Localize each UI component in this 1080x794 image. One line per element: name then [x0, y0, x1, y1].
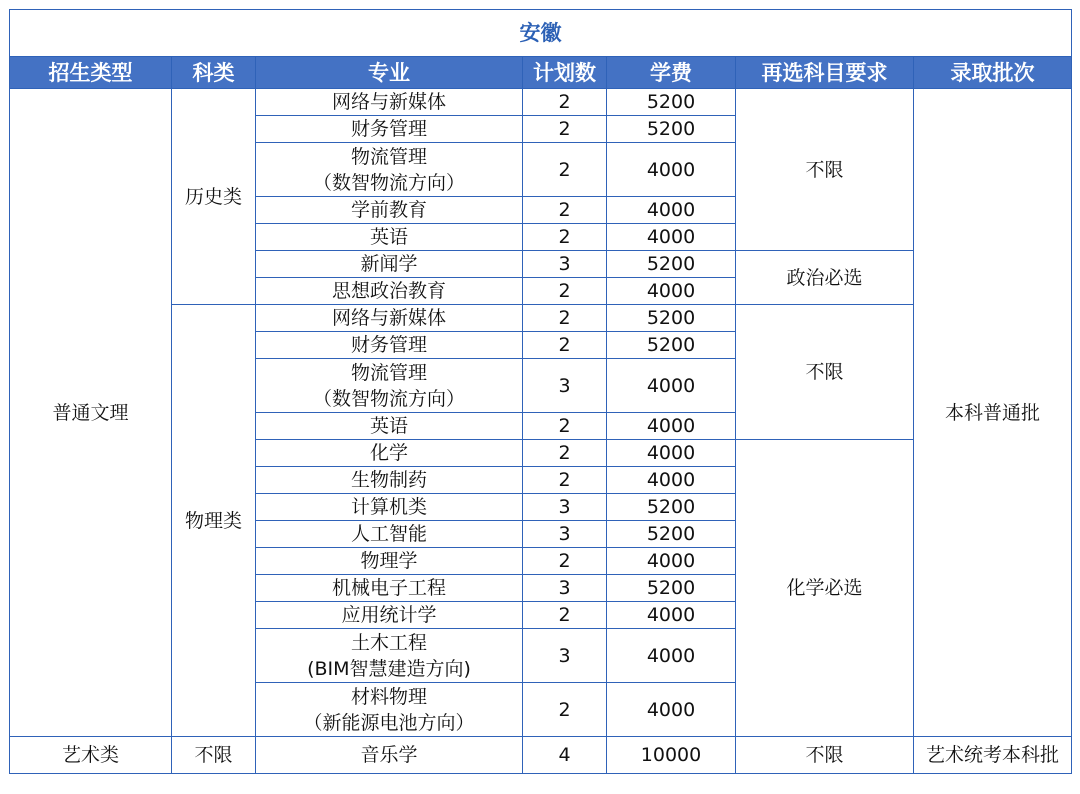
- fee-cell: 5200: [607, 575, 736, 602]
- major-cell: 计算机类: [256, 494, 523, 521]
- fee-cell: 4000: [607, 143, 736, 197]
- major-cell: [256, 359, 523, 413]
- requirement-history-unrestricted: 不限: [736, 89, 914, 251]
- plan-cell: 2: [523, 413, 607, 440]
- batch-art: 艺术统考本科批: [914, 737, 1072, 774]
- major-cell: 应用统计学: [256, 602, 523, 629]
- header-major: 专业: [256, 57, 523, 89]
- major-name: 物流管理: [350, 145, 427, 168]
- header-plan: 计划数: [523, 57, 607, 89]
- major-cell: 财务管理: [256, 332, 523, 359]
- fee-cell: 4000: [607, 197, 736, 224]
- fee-cell: 5200: [607, 494, 736, 521]
- major-cell: 物理学: [256, 548, 523, 575]
- plan-cell: 4: [523, 737, 607, 774]
- plan-cell: 2: [523, 224, 607, 251]
- requirement-art: 不限: [736, 737, 914, 774]
- fee-cell: 4000: [607, 440, 736, 467]
- major-direction: （数智物流方向）: [312, 387, 465, 410]
- batch-general: 本科普通批: [914, 89, 1072, 737]
- fee-cell: 5200: [607, 332, 736, 359]
- plan-cell: 3: [523, 359, 607, 413]
- category-art: 不限: [172, 737, 256, 774]
- requirement-politics: 政治必选: [736, 251, 914, 305]
- plan-cell: 2: [523, 440, 607, 467]
- admissions-table: [9, 9, 1072, 774]
- major-cell: 英语: [256, 224, 523, 251]
- fee-cell: 5200: [607, 305, 736, 332]
- plan-cell: 2: [523, 197, 607, 224]
- major-direction: （数智物流方向）: [312, 171, 465, 194]
- plan-cell: 2: [523, 278, 607, 305]
- title-row: [10, 10, 1072, 57]
- fee-cell: 4000: [607, 278, 736, 305]
- table-title: 安徽: [10, 10, 1072, 57]
- plan-cell: 3: [523, 521, 607, 548]
- header-type: 招生类型: [10, 57, 172, 89]
- plan-cell: 3: [523, 575, 607, 602]
- major-cell: 新闻学: [256, 251, 523, 278]
- major-cell: [256, 683, 523, 737]
- major-direction: （新能源电池方向）: [303, 711, 475, 734]
- major-cell: 学前教育: [256, 197, 523, 224]
- plan-cell: 2: [523, 548, 607, 575]
- plan-cell: 2: [523, 305, 607, 332]
- header-category: 科类: [172, 57, 256, 89]
- enrollment-type-art: 艺术类: [10, 737, 172, 774]
- table-row: [10, 89, 1072, 116]
- plan-cell: 2: [523, 89, 607, 116]
- fee-cell: 4000: [607, 413, 736, 440]
- major-cell: 网络与新媒体: [256, 305, 523, 332]
- fee-cell: 4000: [607, 224, 736, 251]
- plan-cell: 3: [523, 494, 607, 521]
- fee-cell: 5200: [607, 116, 736, 143]
- plan-cell: 3: [523, 629, 607, 683]
- category-physics: 物理类: [172, 305, 256, 737]
- major-cell: 生物制药: [256, 467, 523, 494]
- header-batch: 录取批次: [914, 57, 1072, 89]
- fee-cell: 5200: [607, 89, 736, 116]
- plan-cell: 2: [523, 467, 607, 494]
- fee-cell: 5200: [607, 521, 736, 548]
- fee-cell: 5200: [607, 251, 736, 278]
- header-row: [10, 57, 1072, 89]
- plan-cell: 2: [523, 683, 607, 737]
- plan-cell: 3: [523, 251, 607, 278]
- plan-cell: 2: [523, 116, 607, 143]
- major-name: 材料物理: [350, 685, 427, 708]
- fee-cell: 4000: [607, 467, 736, 494]
- major-cell: 音乐学: [256, 737, 523, 774]
- major-direction: (BIM智慧建造方向): [307, 657, 471, 680]
- fee-cell: 4000: [607, 602, 736, 629]
- fee-cell: 4000: [607, 359, 736, 413]
- fee-cell: 4000: [607, 548, 736, 575]
- major-cell: 英语: [256, 413, 523, 440]
- plan-cell: 2: [523, 602, 607, 629]
- table-row: [10, 737, 1072, 774]
- requirement-physics-unrestricted: 不限: [736, 305, 914, 440]
- major-cell: 化学: [256, 440, 523, 467]
- plan-cell: 2: [523, 332, 607, 359]
- fee-cell: 4000: [607, 683, 736, 737]
- plan-cell: 2: [523, 143, 607, 197]
- major-cell: 人工智能: [256, 521, 523, 548]
- enrollment-type-general: 普通文理: [10, 89, 172, 737]
- fee-cell: 10000: [607, 737, 736, 774]
- major-cell: 财务管理: [256, 116, 523, 143]
- fee-cell: 4000: [607, 629, 736, 683]
- major-name: 物流管理: [350, 361, 427, 384]
- major-name: 土木工程: [350, 631, 427, 654]
- header-fee: 学费: [607, 57, 736, 89]
- major-cell: [256, 143, 523, 197]
- header-requirement: 再选科目要求: [736, 57, 914, 89]
- major-cell: 机械电子工程: [256, 575, 523, 602]
- category-history: 历史类: [172, 89, 256, 305]
- major-cell: [256, 629, 523, 683]
- requirement-chemistry: 化学必选: [736, 440, 914, 737]
- major-cell: 网络与新媒体: [256, 89, 523, 116]
- major-cell: 思想政治教育: [256, 278, 523, 305]
